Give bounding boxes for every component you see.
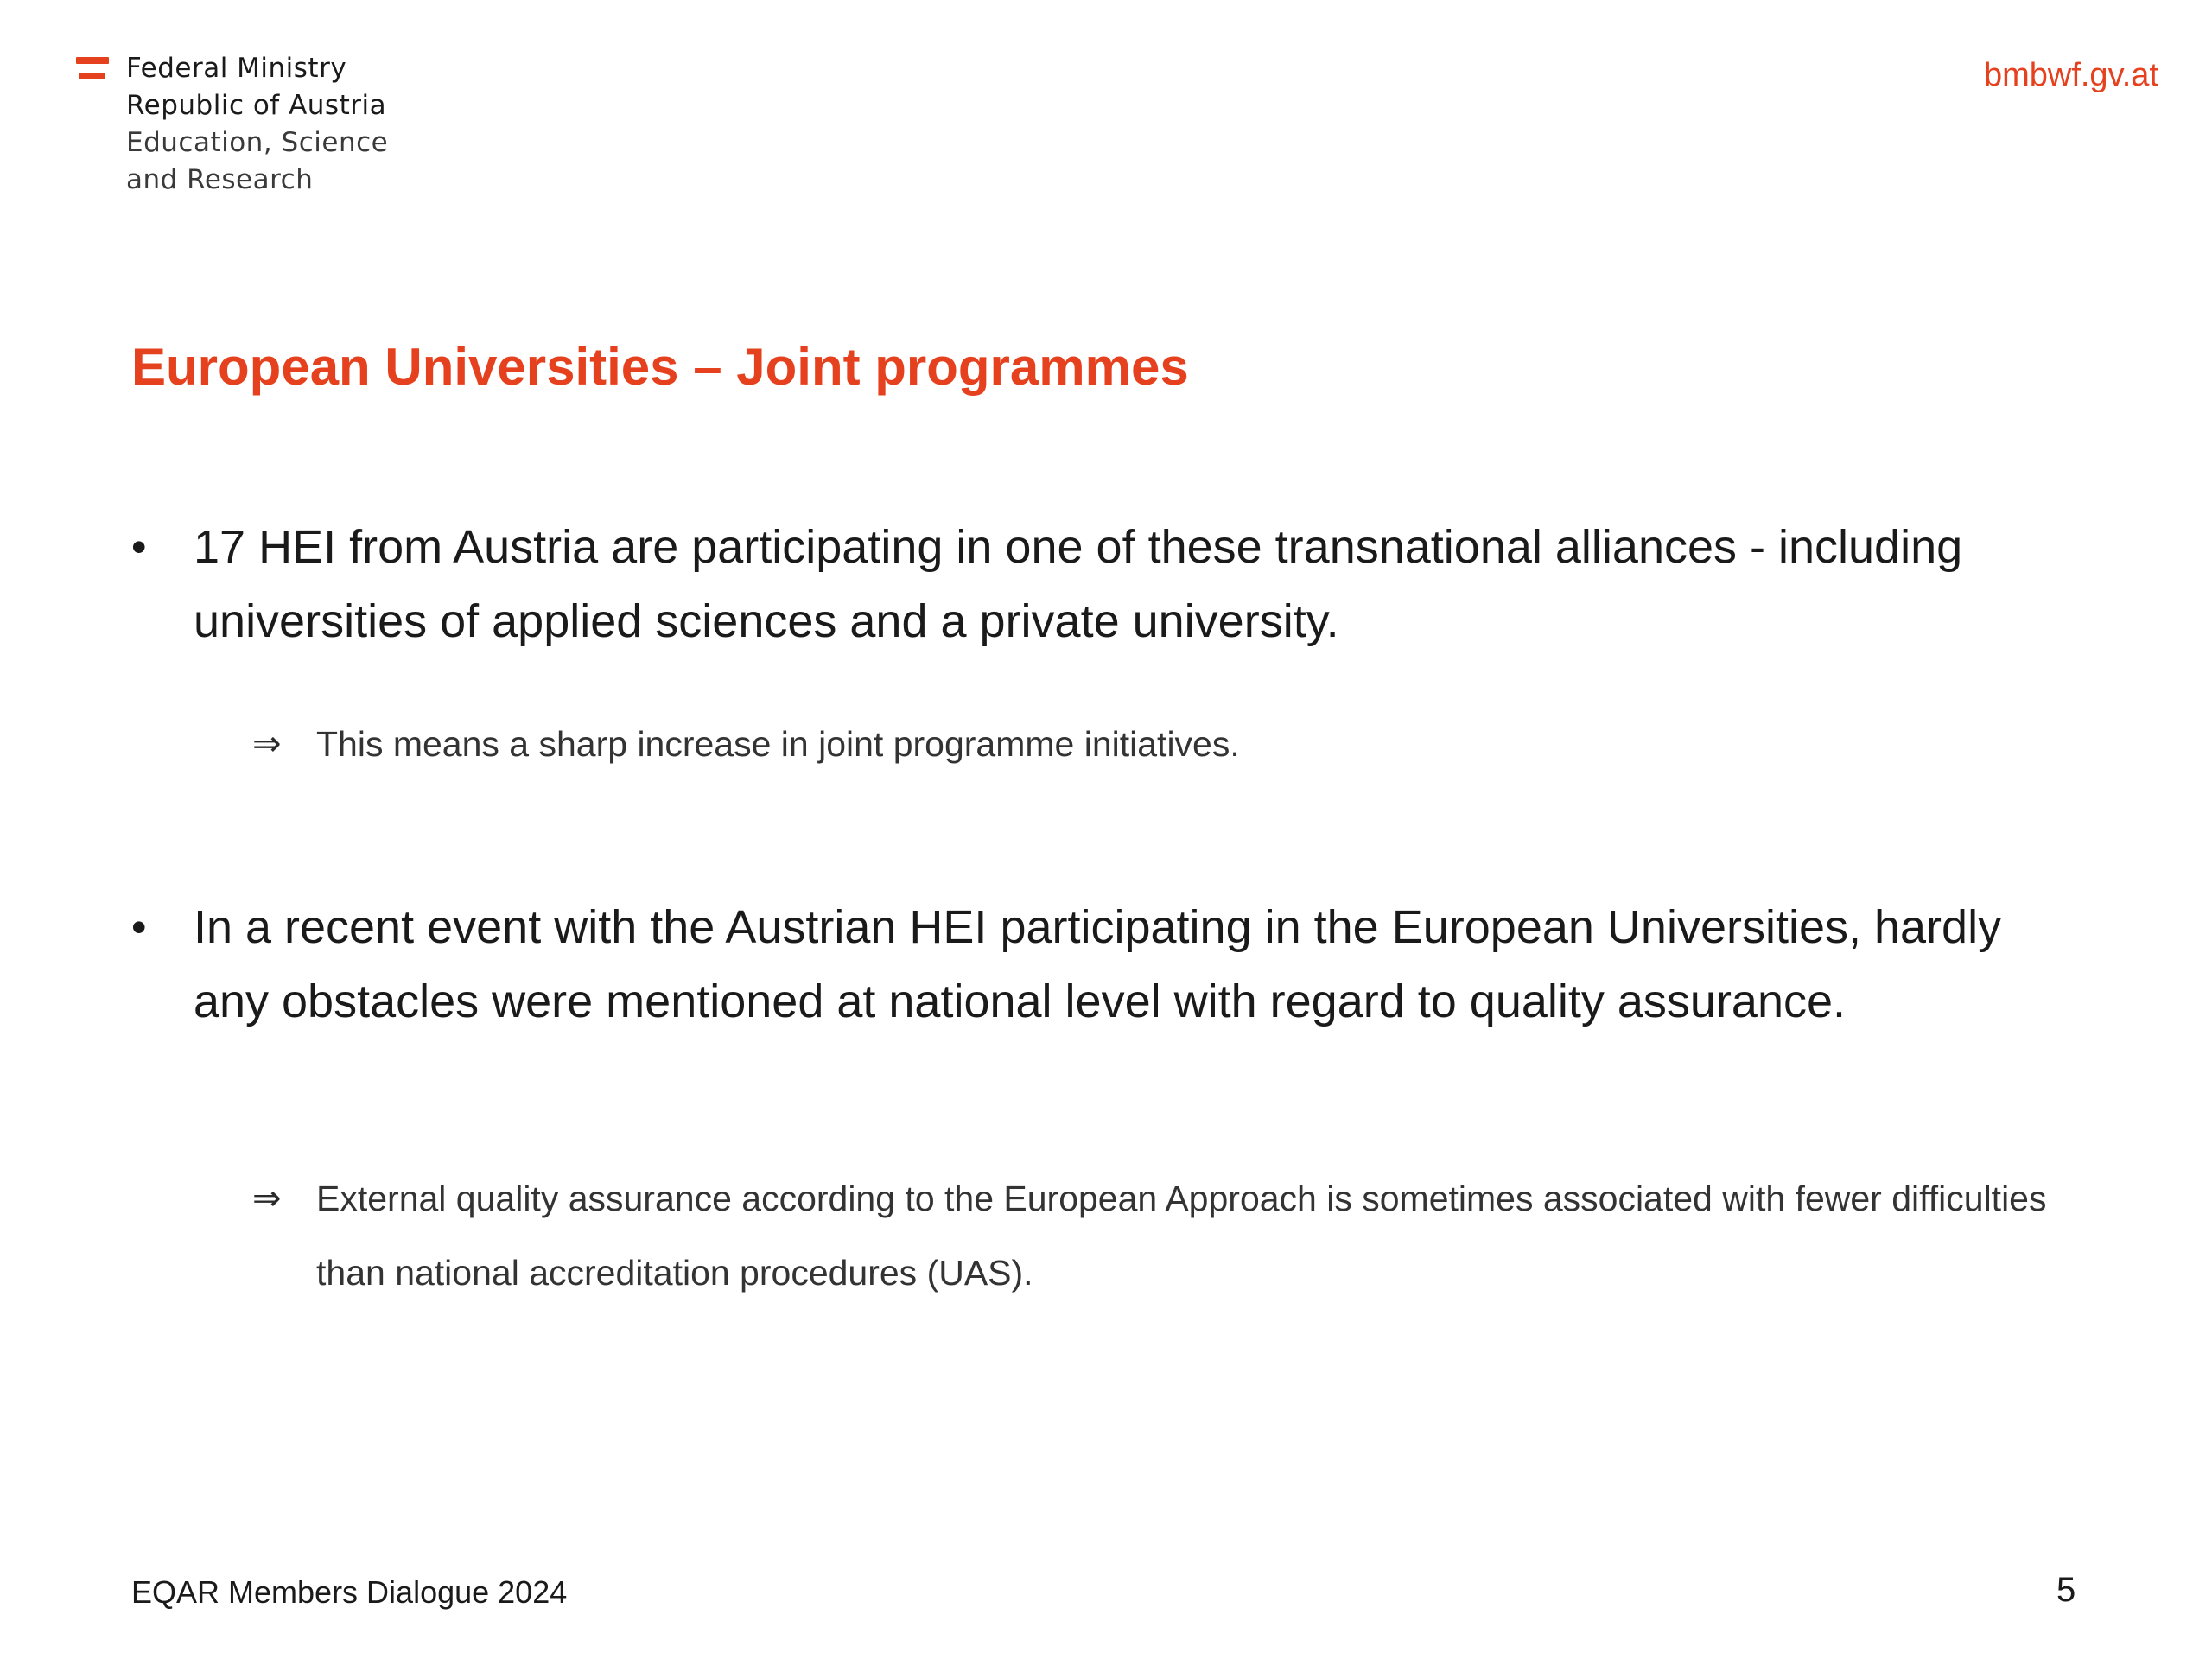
bullet-marker: • (131, 523, 147, 571)
ministry-line-4: and Research (126, 164, 314, 195)
implies-arrow-icon: ⇒ (252, 724, 282, 764)
ministry-line-1: Federal Ministry (126, 53, 347, 84)
sub-bullet-text: External quality assurance according to the European Approach is sometimes associated with fewer difficulties than national accreditation procedures (UAS). (316, 1179, 2047, 1293)
site-url: bmbwf.gv.at (1983, 57, 2158, 93)
bullet-item (131, 890, 2075, 1039)
bullet-marker: • (131, 903, 147, 951)
sub-bullet-item (252, 1161, 2110, 1310)
bullet-text: In a recent event with the Austrian HEI participating in the European Universities, hardly any obstacles were mentioned at national level with regard to quality assurance. (193, 901, 2002, 1027)
sub-bullet-item (252, 707, 1240, 781)
implies-arrow-icon: ⇒ (252, 1179, 282, 1218)
footer-event: EQAR Members Dialogue 2024 (131, 1574, 568, 1610)
bullet-text: 17 HEI from Austria are participating in one of these transnational alliances - including universities of applied sciences and a private university. (194, 521, 1963, 647)
ministry-line-3: Education, Science (126, 127, 389, 158)
page-number: 5 (2056, 1571, 2076, 1609)
ministry-logo (76, 50, 388, 199)
austrian-flag-icon (76, 57, 109, 79)
ministry-name (126, 50, 388, 199)
slide-title: European Universities – Joint programmes (131, 338, 1189, 396)
bullet-item (131, 510, 2050, 658)
ministry-line-2: Republic of Austria (126, 90, 387, 121)
sub-bullet-text: This means a sharp increase in joint programme initiatives. (316, 724, 1240, 764)
